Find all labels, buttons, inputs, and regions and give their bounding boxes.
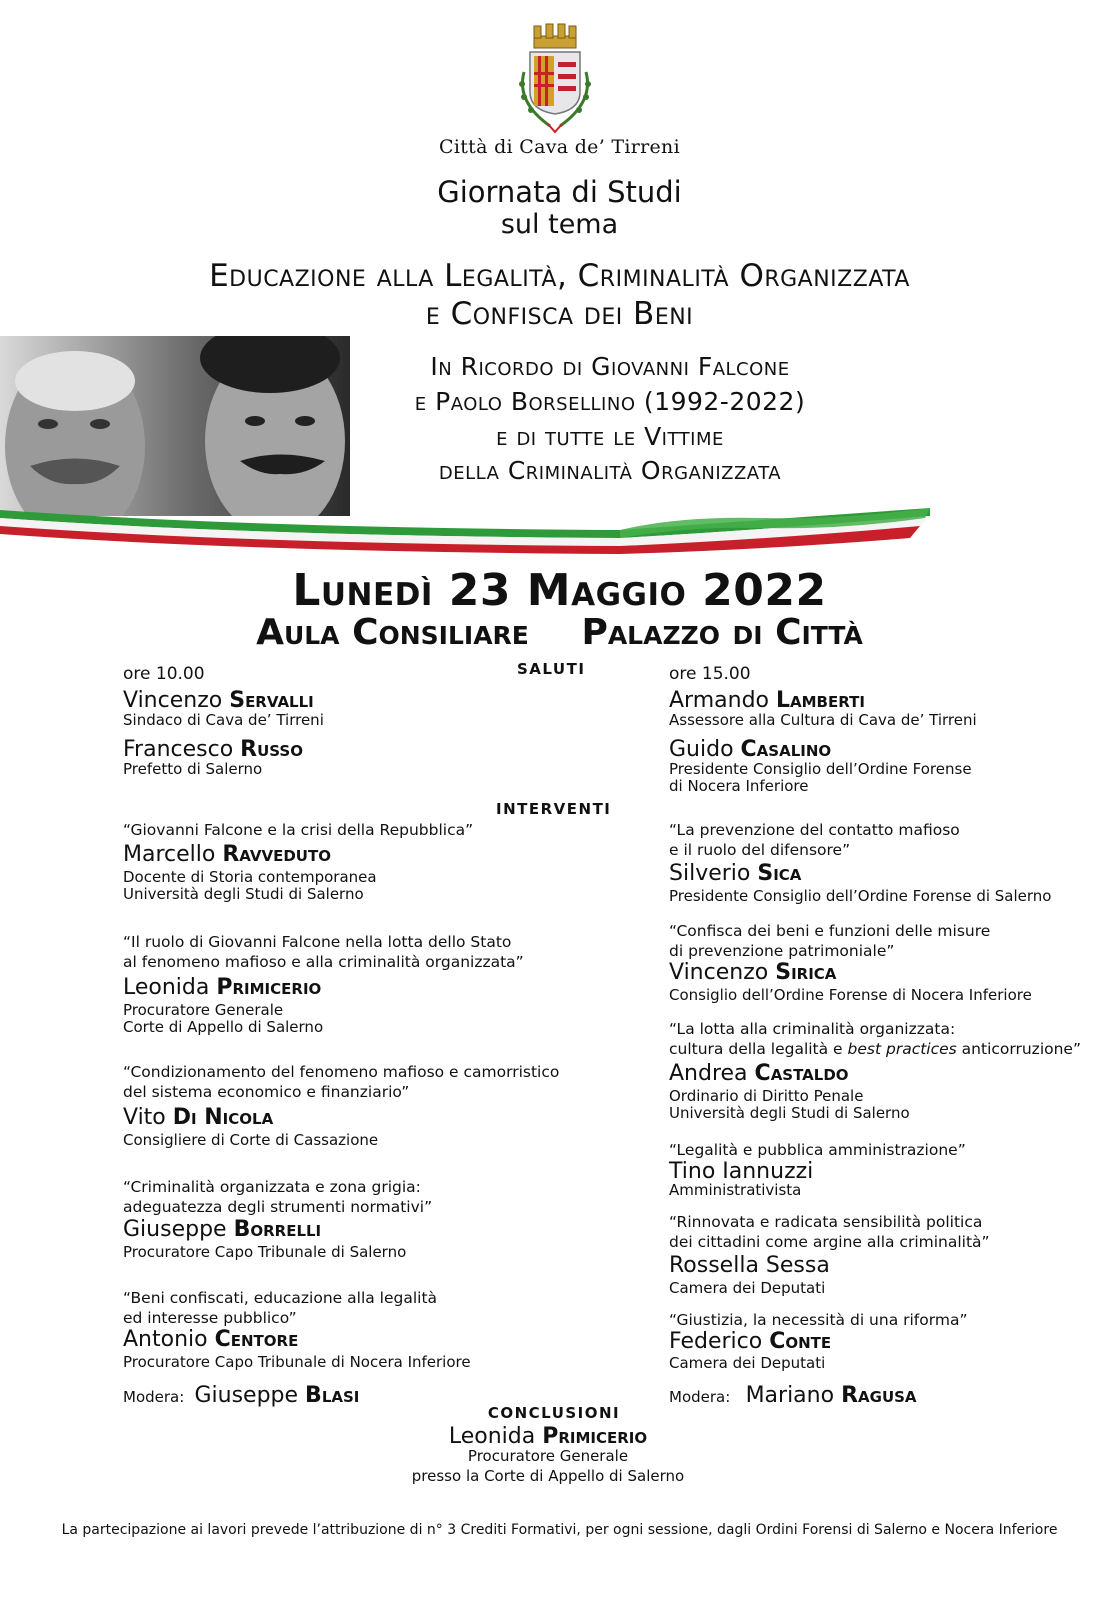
- speaker-role: Consiglio dell’Ordine Forense di Nocera Inferiore: [669, 986, 1032, 1004]
- city-name: Città di Cava de’ Tirreni: [439, 136, 680, 158]
- talk-title: e il ruolo del difensore”: [669, 841, 851, 859]
- speaker-role: Camera dei Deputati: [669, 1354, 826, 1372]
- talk-title: “Giustizia, la necessità di una riforma”: [669, 1311, 968, 1329]
- city-crest-icon: [510, 22, 600, 137]
- portrait-photo: [0, 336, 350, 516]
- speaker-name: Vito Di Nicola: [123, 1105, 274, 1130]
- speaker-name: Vincenzo Servalli: [123, 688, 314, 713]
- memorial-line-3: e di tutte le Vittime: [496, 422, 724, 451]
- speaker-name: Vincenzo Sirica: [669, 960, 837, 985]
- speaker-name: Tino Iannuzzi: [669, 1159, 814, 1184]
- section-conclusioni: CONCLUSIONI: [487, 1404, 621, 1422]
- speaker-name: Guido Casalino: [669, 737, 832, 762]
- speaker-role: Ordinario di Diritto Penale: [669, 1087, 864, 1105]
- speaker-role: Consigliere di Corte di Cassazione: [123, 1131, 379, 1149]
- speaker-role: Docente di Storia contemporanea: [123, 868, 377, 886]
- event-room: Aula Consiliare: [256, 612, 529, 653]
- italian-flag-ribbon-icon: [0, 500, 960, 570]
- speaker-role: Presidente Consiglio dell’Ordine Forense di Salerno: [669, 887, 1052, 905]
- speaker-role: Procuratore Capo Tribunale di Nocera Inferiore: [123, 1353, 471, 1371]
- memorial-line-4: della Criminalità Organizzata: [438, 456, 782, 485]
- speaker-name: Antonio Centore: [123, 1327, 299, 1352]
- speaker-name: Francesco Russo: [123, 737, 303, 762]
- event-title-line-2: e Confisca dei Beni: [425, 296, 694, 332]
- talk-title: ed interesse pubblico”: [123, 1309, 297, 1327]
- speaker-name: Marcello Ravveduto: [123, 842, 331, 867]
- speaker-role: Amministrativista: [669, 1181, 802, 1199]
- speaker-name: Leonida Primicerio: [448, 1424, 648, 1449]
- speaker-name: Armando Lamberti: [669, 688, 865, 713]
- talk-title: “Legalità e pubblica amministrazione”: [669, 1141, 966, 1159]
- talk-title: “Confisca dei beni e funzioni delle misure: [669, 922, 991, 940]
- speaker-role: Procuratore Generale: [123, 1001, 284, 1019]
- speaker-name: Rossella Sessa: [669, 1253, 830, 1278]
- talk-title: “Rinnovata e radicata sensibilità politica: [669, 1213, 983, 1231]
- afternoon-time: ore 15.00: [669, 664, 751, 684]
- speaker-role: Procuratore Generale: [467, 1447, 629, 1465]
- talk-title: “Condizionamento del fenomeno mafioso e camorristico: [123, 1063, 560, 1081]
- speaker-role: Camera dei Deputati: [669, 1279, 826, 1297]
- speaker-role: Università degli Studi di Salerno: [123, 885, 364, 903]
- speaker-role: Sindaco di Cava de’ Tirreni: [123, 711, 324, 729]
- speaker-name: Federico Conte: [669, 1329, 832, 1354]
- event-building: Palazzo di Città: [581, 612, 863, 653]
- footer-note: La partecipazione ai lavori prevede l’attribuzione di n° 3 Crediti Formativi, per ogni sessione, dagli Ordini Forensi di Salerno e Nocera Inferiore: [61, 1522, 1058, 1538]
- talk-title: del sistema economico e finanziario”: [123, 1083, 410, 1101]
- event-date: Lunedì 23 Maggio 2022: [292, 565, 827, 616]
- section-interventi: INTERVENTI: [496, 800, 612, 818]
- talk-title: “Il ruolo di Giovanni Falcone nella lotta dello Stato: [123, 933, 512, 951]
- talk-title: cultura della legalità e best practices anticorruzione”: [669, 1040, 1081, 1058]
- moderator-label: Modera:: [669, 1388, 731, 1406]
- talk-title: adeguatezza degli strumenti normativi”: [123, 1198, 433, 1216]
- speaker-name: Leonida Primicerio: [123, 975, 322, 1000]
- morning-time: ore 10.00: [123, 664, 205, 684]
- speaker-role: Università degli Studi di Salerno: [669, 1104, 910, 1122]
- speaker-role: Corte di Appello di Salerno: [123, 1018, 324, 1036]
- memorial-line-1: In Ricordo di Giovanni Falcone: [430, 352, 790, 381]
- talk-title: “La prevenzione del contatto mafioso: [669, 821, 960, 839]
- moderator-name: Giuseppe Blasi: [194, 1383, 360, 1408]
- memorial-line-2: e Paolo Borsellino (1992-2022): [414, 387, 806, 416]
- speaker-role: presso la Corte di Appello di Salerno: [411, 1467, 685, 1485]
- speaker-name: Andrea Castaldo: [669, 1061, 849, 1086]
- event-title-line-1: Educazione alla Legalità, Criminalità Organizzata: [209, 258, 910, 294]
- speaker-role: Prefetto di Salerno: [123, 760, 263, 778]
- talk-title: “Giovanni Falcone e la crisi della Repubblica”: [123, 821, 474, 839]
- speaker-role: Procuratore Capo Tribunale di Salerno: [123, 1243, 407, 1261]
- speaker-role: di Nocera Inferiore: [669, 777, 809, 795]
- talk-title: di prevenzione patrimoniale”: [669, 942, 895, 960]
- speaker-role: Presidente Consiglio dell’Ordine Forense: [669, 760, 972, 778]
- event-kind-sub: sul tema: [500, 209, 619, 240]
- event-kind: Giornata di Studi: [437, 175, 682, 209]
- speaker-name: Giuseppe Borrelli: [123, 1217, 322, 1242]
- talk-title: “Criminalità organizzata e zona grigia:: [123, 1178, 421, 1196]
- event-place: [0, 612, 1119, 653]
- talk-title: “Beni confiscati, educazione alla legalità: [123, 1289, 438, 1307]
- talk-title: al fenomeno mafioso e alla criminalità organizzata”: [123, 953, 524, 971]
- moderator-name: Mariano Ragusa: [745, 1383, 917, 1408]
- speaker-name: Silverio Sica: [669, 861, 802, 886]
- talk-title: “La lotta alla criminalità organizzata:: [669, 1020, 956, 1038]
- speaker-role: Assessore alla Cultura di Cava de’ Tirreni: [669, 711, 977, 729]
- moderator-label: Modera:: [123, 1388, 185, 1406]
- talk-title: dei cittadini come argine alla criminalità”: [669, 1233, 990, 1251]
- section-saluti: SALUTI: [517, 660, 586, 678]
